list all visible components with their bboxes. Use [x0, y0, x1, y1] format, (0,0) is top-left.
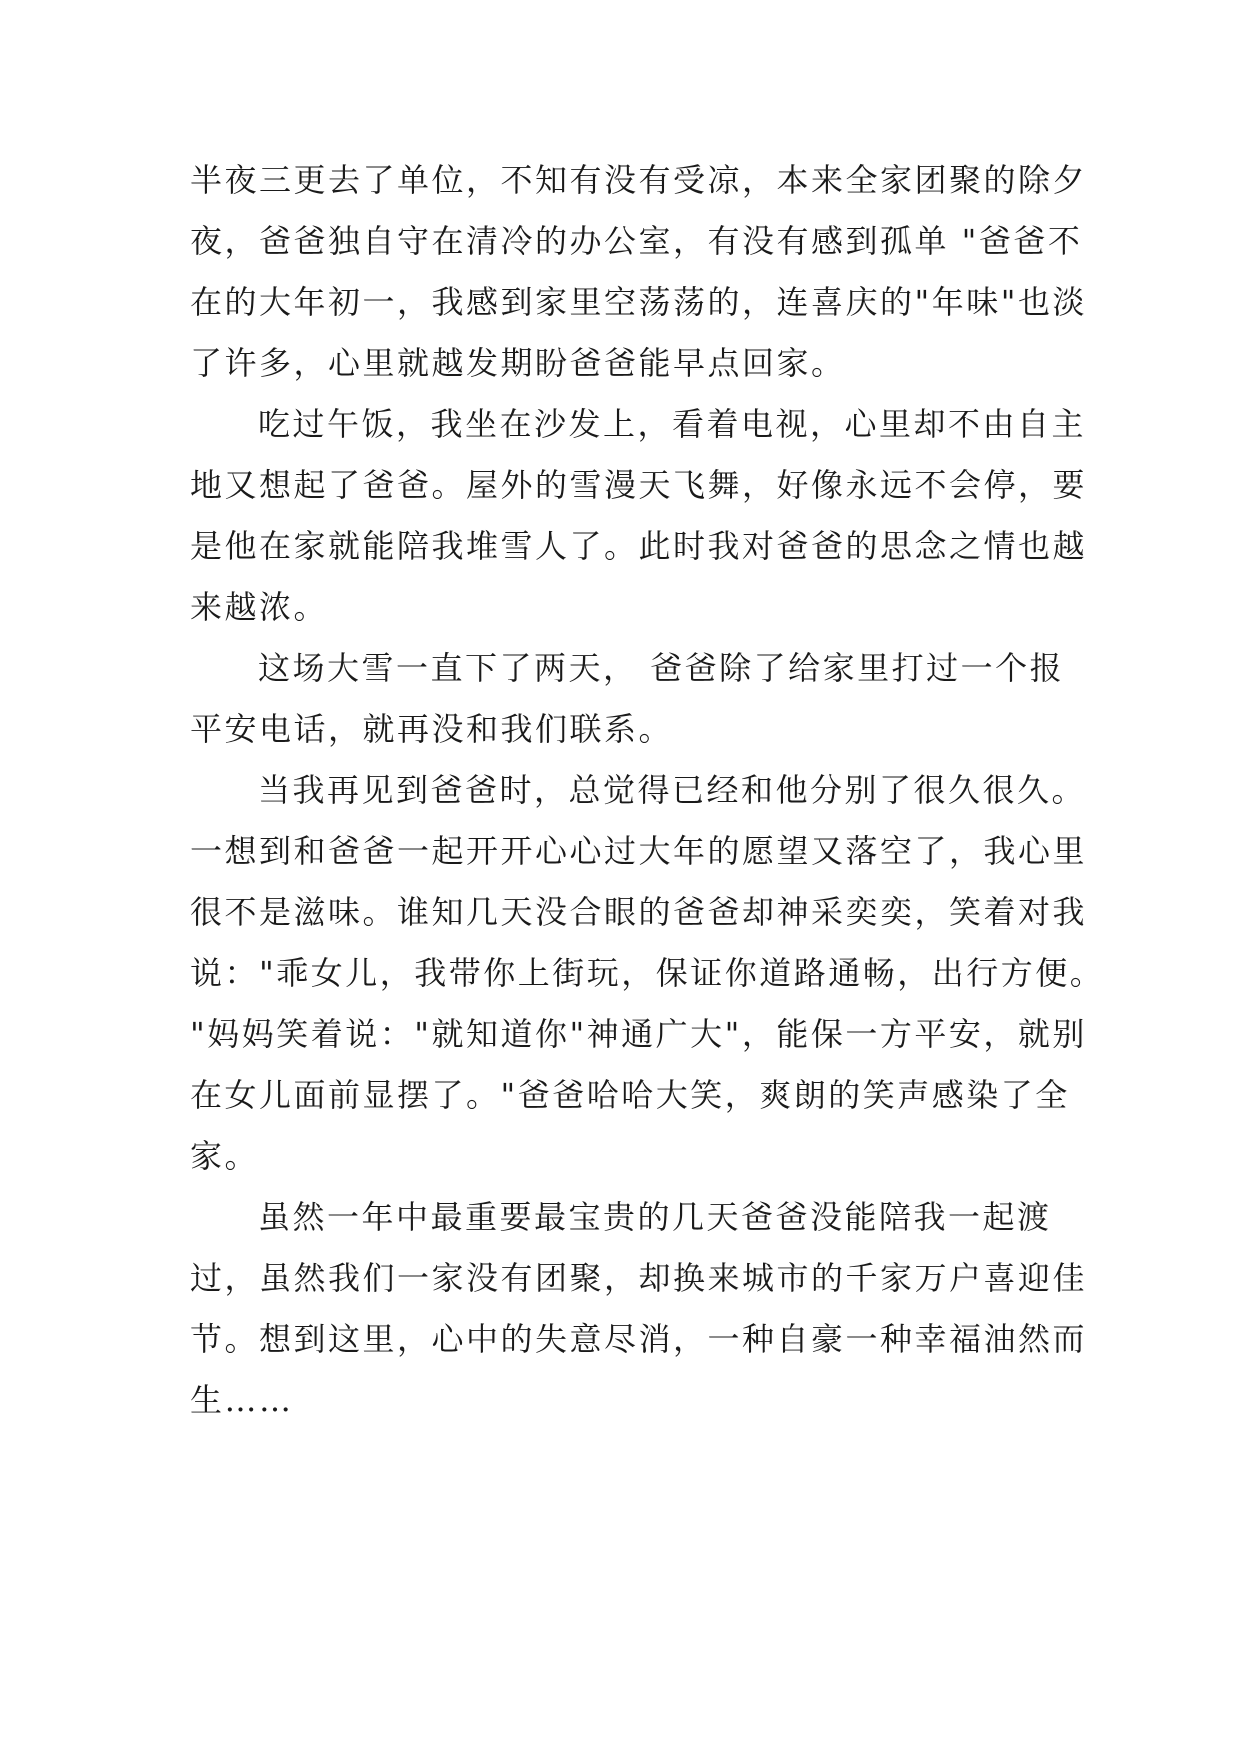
paragraph-first-line: 吃过午饭，我坐在沙发上，看着电视，心里却不由自主: [258, 405, 1087, 443]
text-line: 过，虽然我们一家没有团聚，却换来城市的千家万户喜迎佳: [190, 1259, 1088, 1297]
text-line: 一想到和爸爸一起开开心心过大年的愿望又落空了，我心里: [190, 832, 1088, 870]
text-line: 平安电话，就再没和我们联系。: [190, 710, 674, 748]
text-line: 家。: [190, 1137, 260, 1175]
text-line: 生……: [190, 1381, 294, 1419]
paragraph-first-line: 当我再见到爸爸时，总觉得已经和他分别了很久很久。: [258, 771, 1087, 809]
text-line: 说："乖女儿，我带你上街玩，保证你道路通畅，出行方便。: [190, 954, 1105, 992]
text-line: 来越浓。: [190, 588, 329, 626]
text-line: "妈妈笑着说："就知道你"神通广大"，能保一方平安，就别: [190, 1015, 1087, 1053]
text-line: 在的大年初一，我感到家里空荡荡的，连喜庆的"年味"也淡: [190, 283, 1087, 321]
text-line: 地又想起了爸爸。屋外的雪漫天飞舞，好像永远不会停，要: [190, 466, 1088, 504]
text-line: 在女儿面前显摆了。"爸爸哈哈大笑，爽朗的笑声感染了全: [190, 1076, 1070, 1114]
text-line: 很不是滋味。谁知几天没合眼的爸爸却神采奕奕，笑着对我: [190, 893, 1088, 931]
text-line: 半夜三更去了单位，不知有没有受凉，本来全家团聚的除夕: [190, 161, 1088, 199]
essay-text: [190, 150, 1105, 1431]
text-line: 是他在家就能陪我堆雪人了。此时我对爸爸的思念之情也越: [190, 527, 1088, 565]
text-line: 夜，爸爸独自守在清冷的办公室，有没有感到孤单 "爸爸不: [190, 222, 1083, 260]
paragraph-first-line: 虽然一年中最重要最宝贵的几天爸爸没能陪我一起渡: [258, 1198, 1052, 1236]
paragraph-first-line: 这场大雪一直下了两天， 爸爸除了给家里打过一个报: [258, 649, 1065, 687]
text-line: 了许多，心里就越发期盼爸爸能早点回家。: [190, 344, 846, 382]
text-line: 节。想到这里，心中的失意尽消，一种自豪一种幸福油然而: [190, 1320, 1088, 1358]
